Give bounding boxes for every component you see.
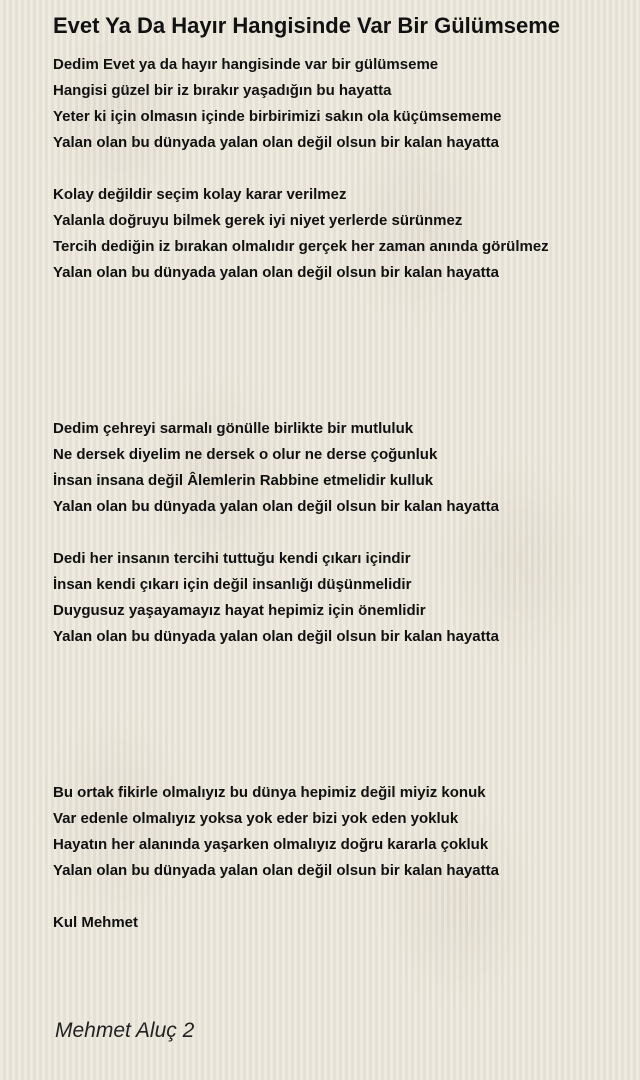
poem-line: Yeter ki için olmasın içinde birbirimizi sakın ola küçümsememe	[53, 108, 502, 125]
poem-line: İnsan insana değil Âlemlerin Rabbine etmelidir kulluk	[53, 472, 434, 489]
poem-line: Dedim Evet ya da hayır hangisinde var bir gülümseme	[53, 56, 439, 73]
poem-line: Duygusuz yaşayamayız hayat hepimiz için önemlidir	[53, 602, 426, 619]
poem-title: Evet Ya Da Hayır Hangisinde Var Bir Gülümseme	[53, 13, 561, 38]
stanza-5	[53, 780, 638, 884]
poet-name: Kul Mehmet	[53, 914, 139, 931]
poem-line: Yalan olan bu dünyada yalan olan değil olsun bir kalan hayatta	[53, 862, 499, 879]
stanza-spacer	[53, 884, 638, 910]
poem-line: Var edenle olmalıyız yoksa yok eder bizi yok eden yokluk	[53, 810, 459, 827]
poem-line: Yalan olan bu dünyada yalan olan değil olsun bir kalan hayatta	[53, 498, 499, 515]
poem-line: Yalan olan bu dünyada yalan olan değil olsun bir kalan hayatta	[53, 264, 499, 281]
stanza-3	[53, 416, 638, 520]
poem-line: Hangisi güzel bir iz bırakır yaşadığın bu hayatta	[53, 82, 392, 99]
poem-line: Yalan olan bu dünyada yalan olan değil olsun bir kalan hayatta	[53, 134, 499, 151]
stanza-4	[53, 546, 638, 650]
stanza-spacer	[53, 156, 638, 182]
poem-line: Kolay değildir seçim kolay karar verilmez	[53, 186, 347, 203]
poem-body	[53, 52, 638, 936]
stanza-2	[53, 182, 638, 286]
poem-line: Dedim çehreyi sarmalı gönülle birlikte bir mutluluk	[53, 420, 414, 437]
signature: Mehmet Aluç 2	[55, 1019, 195, 1042]
poem-line: Ne dersek diyelim ne dersek o olur ne derse çoğunluk	[53, 446, 438, 463]
poem-line: Hayatın her alanında yaşarken olmalıyız doğru kararla çokluk	[53, 836, 489, 853]
stanza-1	[53, 52, 638, 156]
poem-line: Bu ortak fikirle olmalıyız bu dünya hepimiz değil miyiz konuk	[53, 784, 486, 801]
poem-line: Yalan olan bu dünyada yalan olan değil olsun bir kalan hayatta	[53, 628, 499, 645]
poem-line: Dedi her insanın tercihi tuttuğu kendi çıkarı içindir	[53, 550, 411, 567]
poem-line: Yalanla doğruyu bilmek gerek iyi niyet yerlerde sürünmez	[53, 212, 463, 229]
poem-line: Tercih dediğin iz bırakan olmalıdır gerçek her zaman anında görülmez	[53, 238, 549, 255]
section-spacer	[53, 650, 638, 780]
section-spacer	[53, 286, 638, 416]
poem-line: İnsan kendi çıkarı için değil insanlığı düşünmelidir	[53, 576, 412, 593]
stanza-spacer	[53, 520, 638, 546]
